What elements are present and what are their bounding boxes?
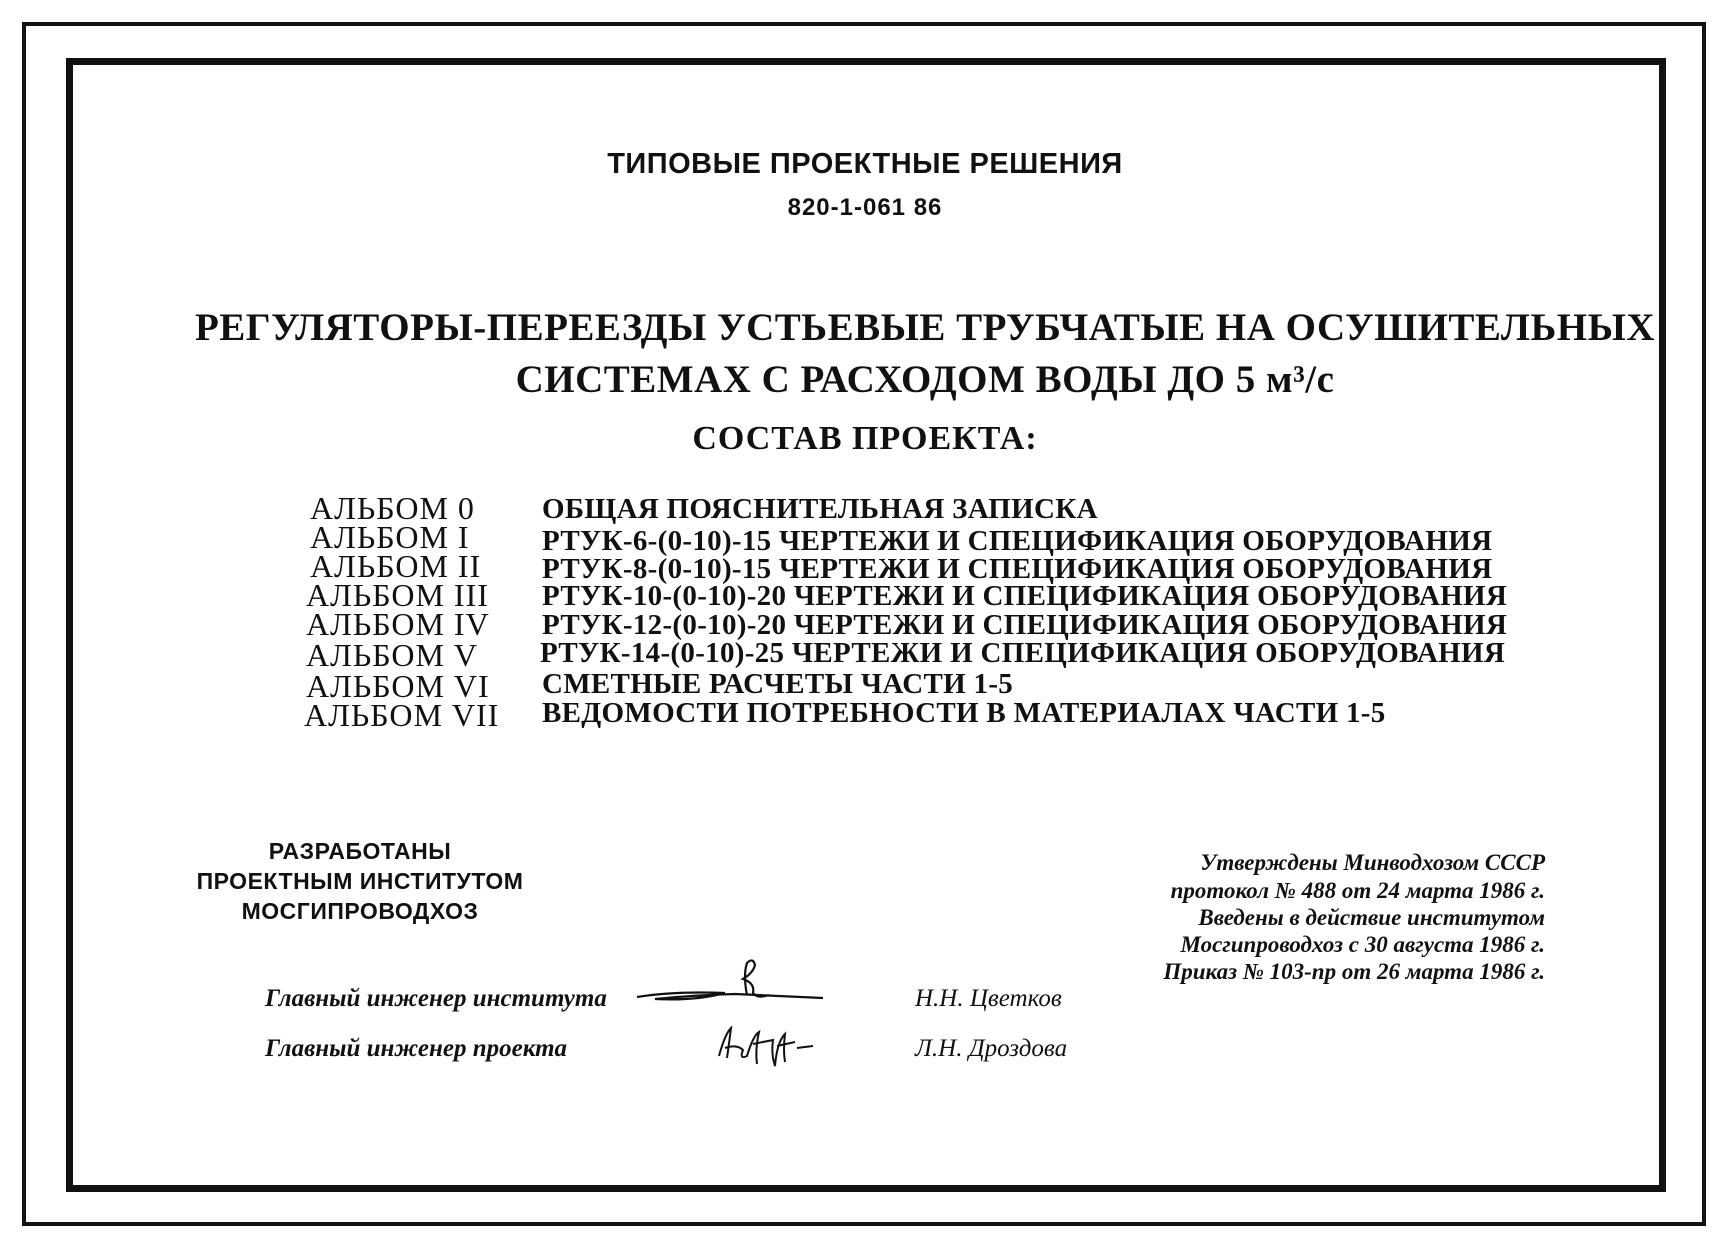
developer-line-1: РАЗРАБОТАНЫ bbox=[268, 838, 452, 864]
album-number: АЛЬБОМ V bbox=[306, 637, 479, 673]
album-description: РТУК-14-(0-10)-25 ЧЕРТЕЖИ И СПЕЦИФИКАЦИЯ ОБОРУДОВАНИЯ bbox=[540, 637, 1506, 669]
album-description: РТУК-12-(0-10)-20 ЧЕРТЕЖИ И СПЕЦИФИКАЦИЯ ОБОРУДОВАНИЯ bbox=[542, 609, 1508, 641]
album-number: АЛЬБОМ I bbox=[310, 519, 470, 555]
signature-2 bbox=[715, 1020, 825, 1070]
album-number: АЛЬБОМ VI bbox=[306, 668, 490, 704]
developer-line-3: МОСГИПРОВОДХОЗ bbox=[241, 898, 479, 924]
album-number: АЛЬБОМ 0 bbox=[310, 490, 475, 526]
album-description: РТУК-6-(0-10)-15 ЧЕРТЕЖИ И СПЕЦИФИКАЦИЯ ОБОРУДОВАНИЯ bbox=[542, 525, 1493, 557]
album-number: АЛЬБОМ VII bbox=[304, 697, 500, 733]
album-number: АЛЬБОМ II bbox=[310, 548, 482, 584]
series-title: ТИПОВЫЕ ПРОЕКТНЫЕ РЕШЕНИЯ bbox=[607, 148, 1123, 180]
signatory-role-2: Главный инженер проекта bbox=[265, 1035, 568, 1062]
album-number: АЛЬБОМ IV bbox=[306, 606, 490, 642]
signatory-name-1: Н.Н. Цветков bbox=[915, 985, 1062, 1012]
album-description: ОБЩАЯ ПОЯСНИТЕЛЬНАЯ ЗАПИСКА bbox=[542, 493, 1098, 525]
main-title-line-2: СИСТЕМАХ С РАСХОДОМ ВОДЫ ДО 5 м³/с bbox=[515, 358, 1335, 401]
main-title-line-1: РЕГУЛЯТОРЫ-ПЕРЕЕЗДЫ УСТЬЕВЫЕ ТРУБЧАТЫЕ НА ОСУШИТЕЛЬНЫХ bbox=[194, 306, 1656, 349]
album-description: СМЕТНЫЕ РАСЧЕТЫ ЧАСТИ 1-5 bbox=[542, 668, 1014, 700]
approval-line-2: протокол № 488 от 24 марта 1986 г. bbox=[1170, 878, 1545, 903]
approval-line-4: Мосгипроводхоз с 30 августа 1986 г. bbox=[1180, 932, 1545, 957]
signatory-name-2: Л.Н. Дроздова bbox=[915, 1035, 1068, 1062]
approval-line-5: Приказ № 103-пр от 26 марта 1986 г. bbox=[1163, 959, 1545, 984]
developer-line-2: ПРОЕКТНЫМ ИНСТИТУТОМ bbox=[196, 868, 524, 894]
approval-line-1: Утверждены Минводхозом СССР bbox=[1200, 850, 1545, 875]
approval-line-3: Введены в действие институтом bbox=[1198, 905, 1545, 930]
album-description: ВЕДОМОСТИ ПОТРЕБНОСТИ В МАТЕРИАЛАХ ЧАСТИ 1-5 bbox=[542, 697, 1386, 729]
album-number: АЛЬБОМ III bbox=[306, 577, 489, 613]
series-code: 820-1-061 86 bbox=[787, 194, 943, 221]
album-description: РТУК-8-(0-10)-15 ЧЕРТЕЖИ И СПЕЦИФИКАЦИЯ ОБОРУДОВАНИЯ bbox=[542, 553, 1493, 585]
composition-heading: СОСТАВ ПРОЕКТА: bbox=[692, 420, 1038, 457]
album-description: РТУК-10-(0-10)-20 ЧЕРТЕЖИ И СПЕЦИФИКАЦИЯ ОБОРУДОВАНИЯ bbox=[542, 580, 1508, 612]
signature-1 bbox=[635, 955, 835, 1015]
signatory-role-1: Главный инженер института bbox=[265, 985, 607, 1012]
